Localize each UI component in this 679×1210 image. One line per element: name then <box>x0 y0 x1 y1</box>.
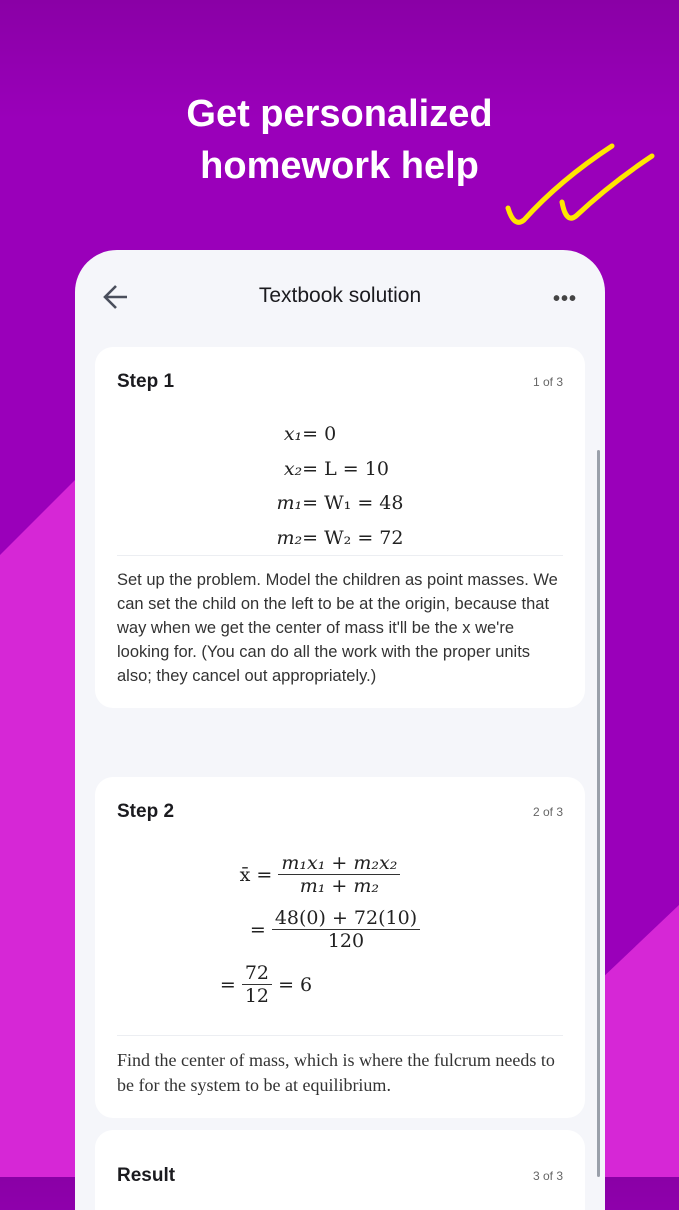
scrollbar[interactable] <box>597 450 600 1177</box>
step-card-2 <box>95 777 585 1118</box>
step-1-equations: x₁ = 0 x₂ = L = 10 m₁ = W₁ = 48 m₂ = W₂ = 72 <box>276 423 404 549</box>
solution-card <box>75 250 605 1210</box>
page-title: Textbook solution <box>258 284 422 307</box>
double-check-icon <box>500 140 665 230</box>
step-title: Step 1 <box>117 371 175 392</box>
step-counter: 3 of 3 <box>532 1169 563 1183</box>
step-counter: 1 of 3 <box>532 375 563 389</box>
step-explanation: Set up the problem. Model the children as point masses. We can set the child on the left to be at the origin, because that way when we get the center of mass it'll be the x we're looking for. (You can do all the work with the proper units also; they cancel out appropriately.) <box>117 571 558 685</box>
top-bar <box>75 250 605 346</box>
step-card-3 <box>95 1130 585 1210</box>
step-title: Result <box>117 1165 176 1186</box>
step-counter: 2 of 3 <box>532 805 563 819</box>
headline: Get personalized homework help <box>186 93 493 187</box>
background-shape <box>0 440 80 1177</box>
step-card-1 <box>95 347 585 708</box>
step-2-equations: x̄ = $\frac{\text{m₁x₁ + m₂x₂}}{\text{m₁ + m₂}}$ = $\frac{48(0) + 72(10)}{120}$ = $\frac{72}{12}$ = 6 <box>117 847 563 1035</box>
background-shape <box>600 880 679 1177</box>
step-title: Step 2 <box>117 801 175 822</box>
step-explanation: Find the center of mass, which is where the fulcrum needs to be for the system to be at equilibrium. <box>117 1050 555 1095</box>
more-horizontal-icon[interactable]: ••• <box>552 288 577 310</box>
